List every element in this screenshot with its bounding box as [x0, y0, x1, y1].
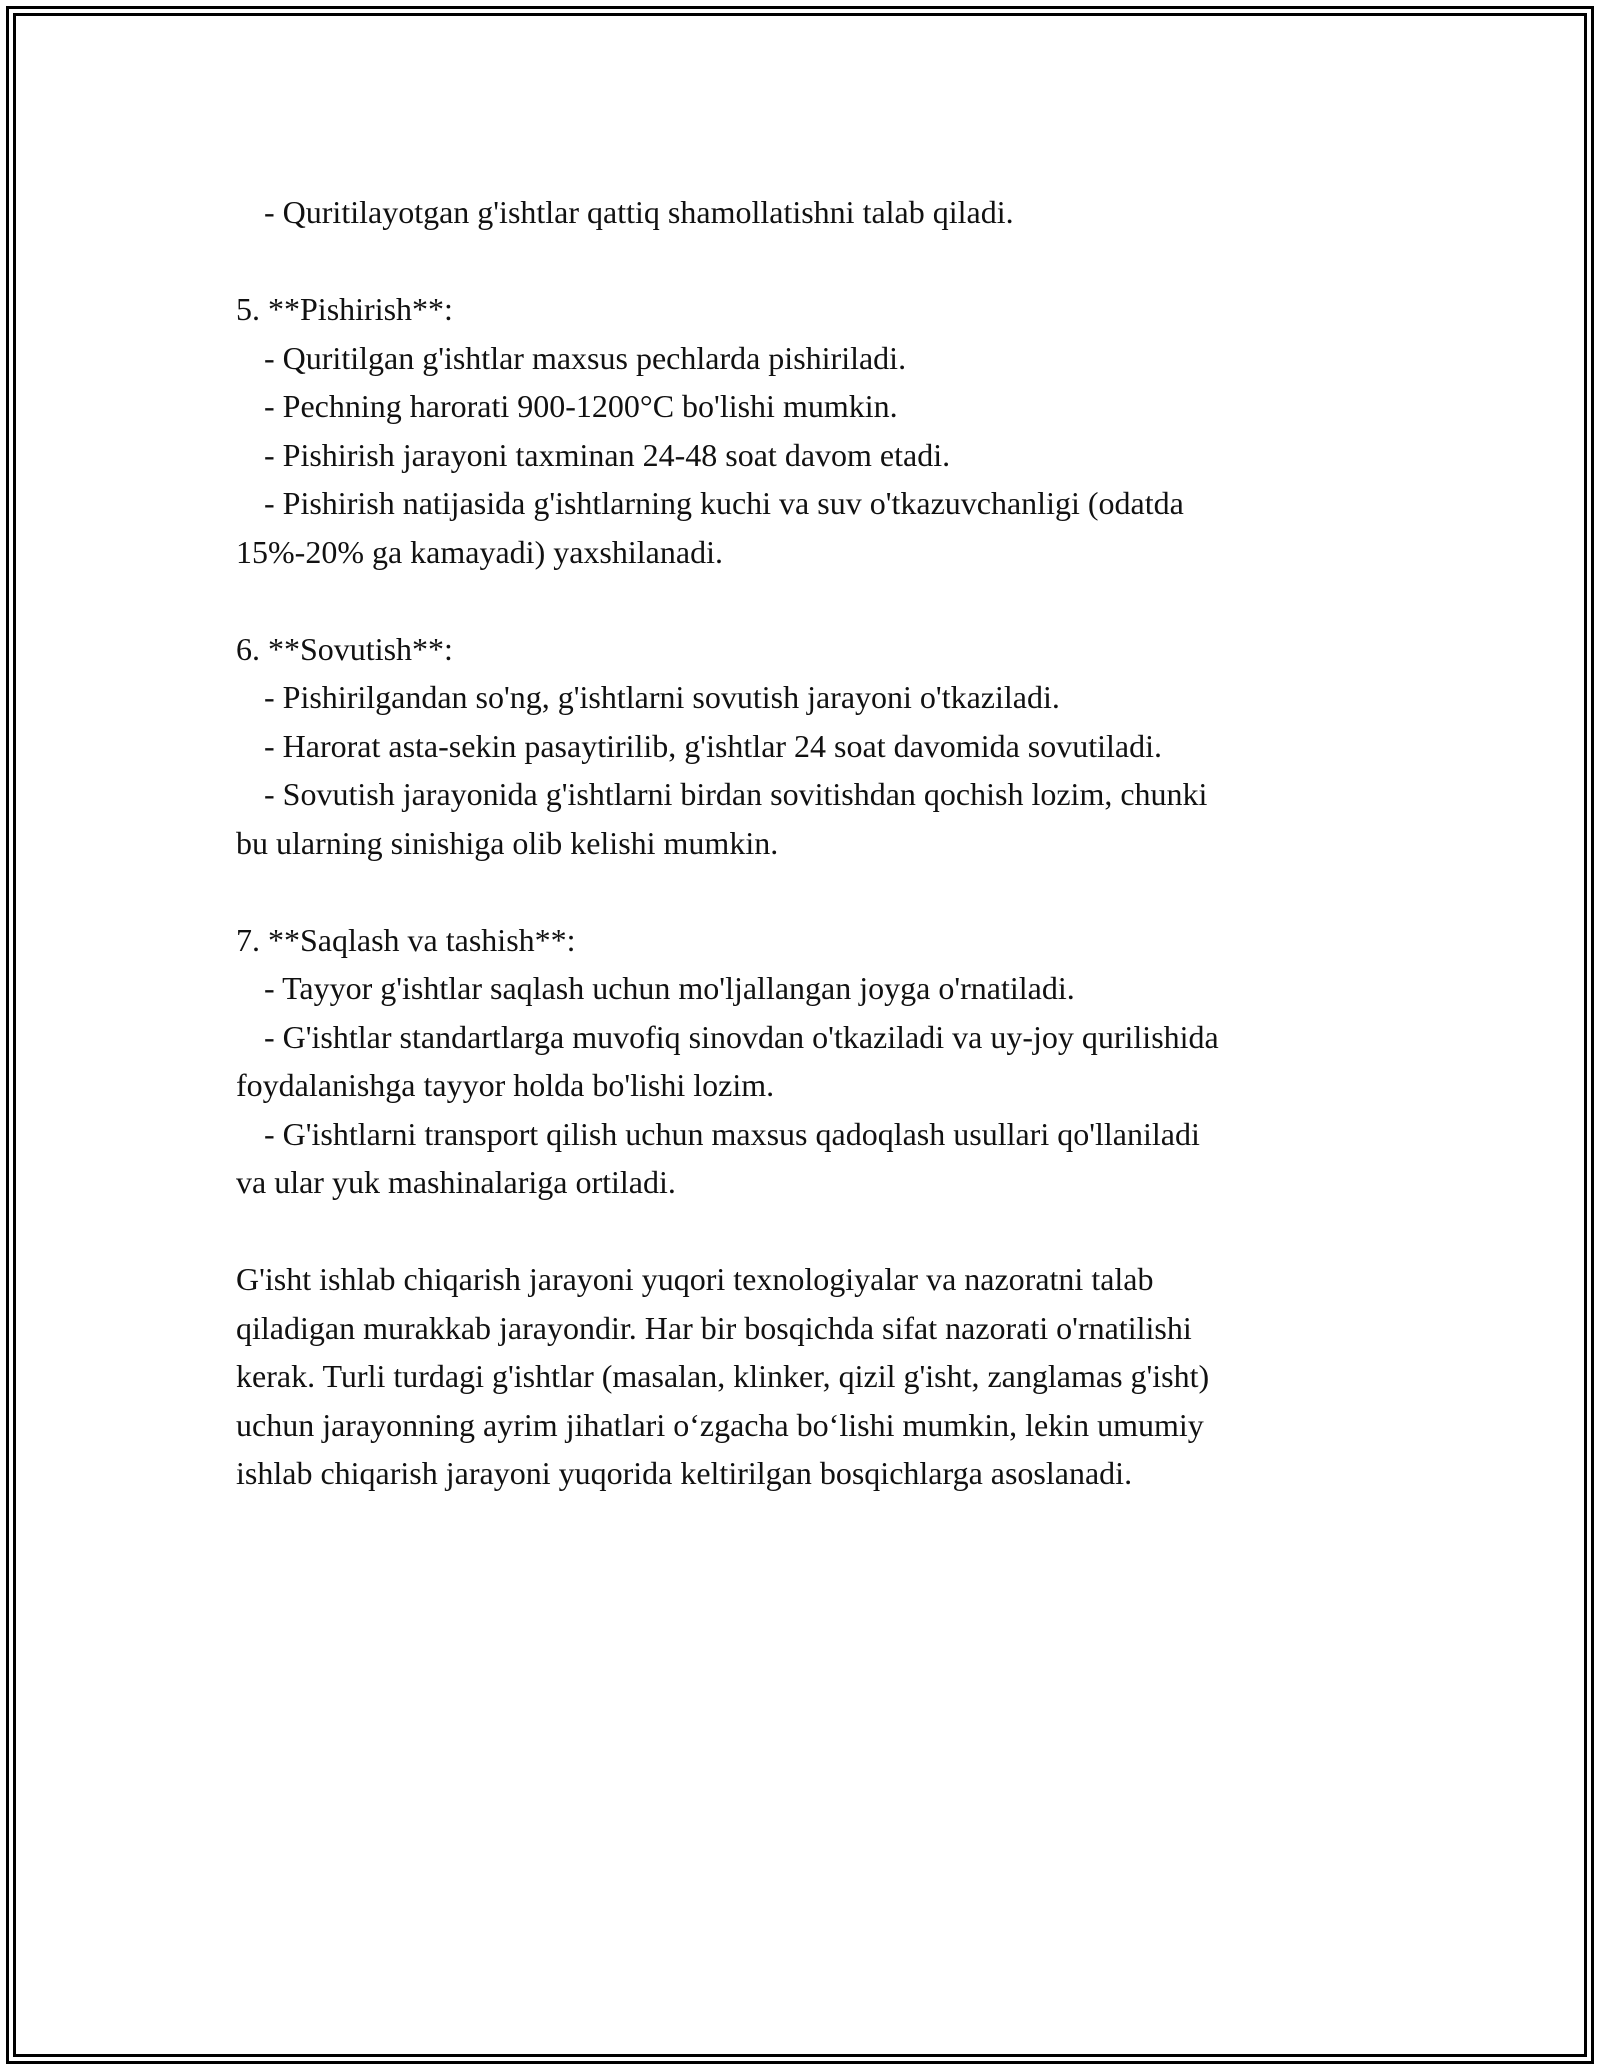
- bullet-line: - Sovutish jarayonida g'ishtlarni birdan sovitishdan qochish lozim, chunki: [264, 776, 1208, 812]
- section-heading: 7. **Saqlash va tashish**:: [236, 921, 576, 958]
- paragraph-line: qiladigan murakkab jarayondir. Har bir bosqichda sifat nazorati o'rnatilishi: [236, 1309, 1192, 1346]
- blank-line: [236, 237, 1376, 286]
- document-body: [236, 188, 1376, 1498]
- bullet-line: - Tayyor g'ishtlar saqlash uchun mo'ljallangan joyga o'rnatiladi.: [264, 970, 1075, 1006]
- bullet-continuation: foydalanishga tayyor holda bo'lishi lozim.: [236, 1067, 775, 1103]
- bullet-line: - Pechning harorati 900-1200°C bo'lishi mumkin.: [264, 388, 898, 424]
- section-heading: 6. **Sovutish**:: [236, 630, 453, 667]
- bullet-line: - Pishirish jarayoni taxminan 24-48 soat davom etadi.: [264, 436, 951, 473]
- bullet-line: - Harorat asta-sekin pasaytirilib, g'ishtlar 24 soat davomida sovutiladi.: [264, 727, 1162, 764]
- paragraph-line: ishlab chiqarish jarayoni yuqorida keltirilgan bosqichlarga asoslanadi.: [236, 1455, 1133, 1491]
- bullet-line: - Pishirish natijasida g'ishtlarning kuchi va suv o'tkazuvchanligi (odatda: [264, 485, 1184, 521]
- paragraph-line: uchun jarayonning ayrim jihatlari o‘zgacha bo‘lishi mumkin, lekin umumiy: [236, 1406, 1204, 1443]
- blank-line: [236, 867, 1376, 916]
- bullet-line: - Quritilgan g'ishtlar maxsus pechlarda pishiriladi.: [264, 339, 907, 376]
- bullet-continuation: 15%-20% ga kamayadi) yaxshilanadi.: [236, 533, 723, 570]
- bullet-continuation: bu ularning sinishiga olib kelishi mumkin.: [236, 824, 779, 861]
- bullet-continuation: va ular yuk mashinalariga ortiladi.: [236, 1164, 676, 1200]
- blank-line: [236, 1207, 1376, 1256]
- conclusion-paragraph: [236, 1255, 1376, 1498]
- section-heading: 5. **Pishirish**:: [236, 291, 453, 327]
- bullet-line: - G'ishtlarni transport qilish uchun maxsus qadoqlash usullari qo'llaniladi: [264, 1115, 1200, 1152]
- paragraph-line: kerak. Turli turdagi g'ishtlar (masalan, klinker, qizil g'isht, zanglamas g'isht): [236, 1358, 1210, 1394]
- bullet-line: - G'ishtlar standartlarga muvofiq sinovdan o'tkaziladi va uy-joy qurilishida: [264, 1018, 1219, 1055]
- bullet-line: - Quritilayotgan g'ishtlar qattiq shamollatishni talab qiladi.: [264, 194, 1014, 230]
- bullet-line: - Pishirilgandan so'ng, g'ishtlarni sovutish jarayoni o'tkaziladi.: [264, 679, 1060, 715]
- paragraph-line: G'isht ishlab chiqarish jarayoni yuqori texnologiyalar va nazoratni talab: [236, 1261, 1154, 1297]
- blank-line: [236, 576, 1376, 625]
